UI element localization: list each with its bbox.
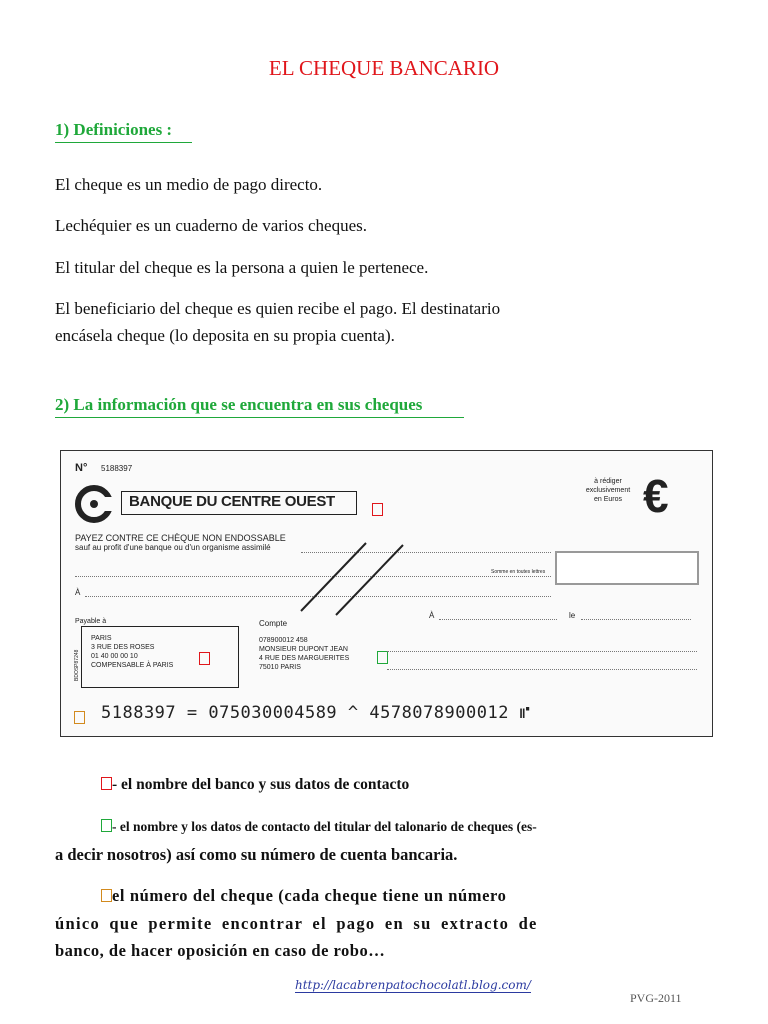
cheque-number: 5188397 xyxy=(101,464,133,473)
pay-subline: sauf au profit d'une banque ou d'un organisme assimilé xyxy=(75,543,271,552)
marker-orange-square-number xyxy=(74,711,85,724)
author-credit: PVG-2011 xyxy=(630,991,682,1005)
definition-chequier: Lechéquier es un cuaderno de varios cheques. xyxy=(55,216,368,235)
amount-figures-box xyxy=(555,551,699,585)
legend-item-holder-line2: a decir nosotros) así como su número de cuenta bancaria. xyxy=(55,845,458,864)
marker-red-square-payable xyxy=(199,652,210,665)
payable-line-1: PARIS xyxy=(91,635,112,642)
payable-label: Payable à xyxy=(75,618,107,625)
cheque-number-label: N° xyxy=(75,462,88,474)
section-2-heading: 2) La información que se encuentra en sus cheques xyxy=(55,395,464,418)
payable-line-2: 3 RUE DES ROSES xyxy=(91,644,155,651)
pay-line: PAYEZ CONTRE CE CHÈQUE NON ENDOSSABLE xyxy=(75,533,286,543)
bank-logo-icon xyxy=(75,485,119,523)
marker-red-square-bank xyxy=(372,503,383,516)
place-label: À xyxy=(429,611,435,620)
marker-green-square-legend xyxy=(101,819,112,832)
payable-line-3: 01 40 00 00 10 xyxy=(91,653,138,660)
euro-icon: € xyxy=(643,470,669,522)
definition-titular: El titular del cheque es la persona a quien le pertenece. xyxy=(55,258,429,277)
definition-beneficiario-1: El beneficiario del cheque es quien recibe el pago. El destinatario xyxy=(55,299,501,318)
section-1-heading: 1) Definiciones : xyxy=(55,120,192,143)
marker-orange-square-legend xyxy=(101,889,112,902)
marker-red-square-legend xyxy=(101,777,112,790)
legend-item-number-line1: el número del cheque (cada cheque tiene un número xyxy=(101,886,591,906)
definition-beneficiario-2: encásela cheque (lo deposita en su propia cuenta). xyxy=(55,326,395,345)
account-label: Compte xyxy=(259,619,288,628)
date-label: le xyxy=(569,611,576,620)
definition-cheque: El cheque es un medio de pago directo. xyxy=(55,175,323,194)
date-line xyxy=(581,619,691,620)
blog-url-link[interactable]: http://lacabrenpatochocolatl.blog.com/ xyxy=(295,978,531,992)
account-line-2: MONSIEUR DUPONT JEAN xyxy=(259,646,348,653)
bank-name: BANQUE DU CENTRE OUEST xyxy=(129,493,335,510)
signature-line-1 xyxy=(387,651,697,652)
euro-note-1: à rédiger xyxy=(594,478,622,485)
crossing-lines xyxy=(291,539,411,619)
amount-words-label: Somme en toutes lettres xyxy=(491,569,546,575)
payable-line-4: COMPENSABLE À PARIS xyxy=(91,662,174,669)
legend-item-holder-line1: - el nombre y los datos de contacto del titular del talonario de cheques (es- xyxy=(101,819,537,835)
marker-green-square-account xyxy=(377,651,388,664)
to-label: À xyxy=(75,588,81,597)
euro-note-3: en Euros xyxy=(593,496,623,503)
legend-item-number-line3: banco, de hacer oposición en caso de robo… xyxy=(55,941,386,960)
euro-note-2: exclusivement xyxy=(585,487,631,494)
legend-item-number-line2: único que permite encontrar el pago en su extracto de xyxy=(55,914,538,933)
place-line xyxy=(439,619,557,620)
account-line-4: 75010 PARIS xyxy=(259,664,301,671)
cheque-image xyxy=(60,450,713,737)
account-line-3: 4 RUE DES MARGUERITES xyxy=(259,655,350,662)
micr-line: 5188397 = 075030004589 ^ 4578078900012 ⑈ xyxy=(101,703,531,723)
side-code: BDOSP87248 xyxy=(74,649,80,681)
signature-line-2 xyxy=(387,669,697,670)
page-title: EL CHEQUE BANCARIO xyxy=(268,56,500,80)
account-line-1: 078900012 458 xyxy=(259,637,308,644)
legend-item-bank: - el nombre del banco y sus datos de contacto xyxy=(101,776,409,794)
